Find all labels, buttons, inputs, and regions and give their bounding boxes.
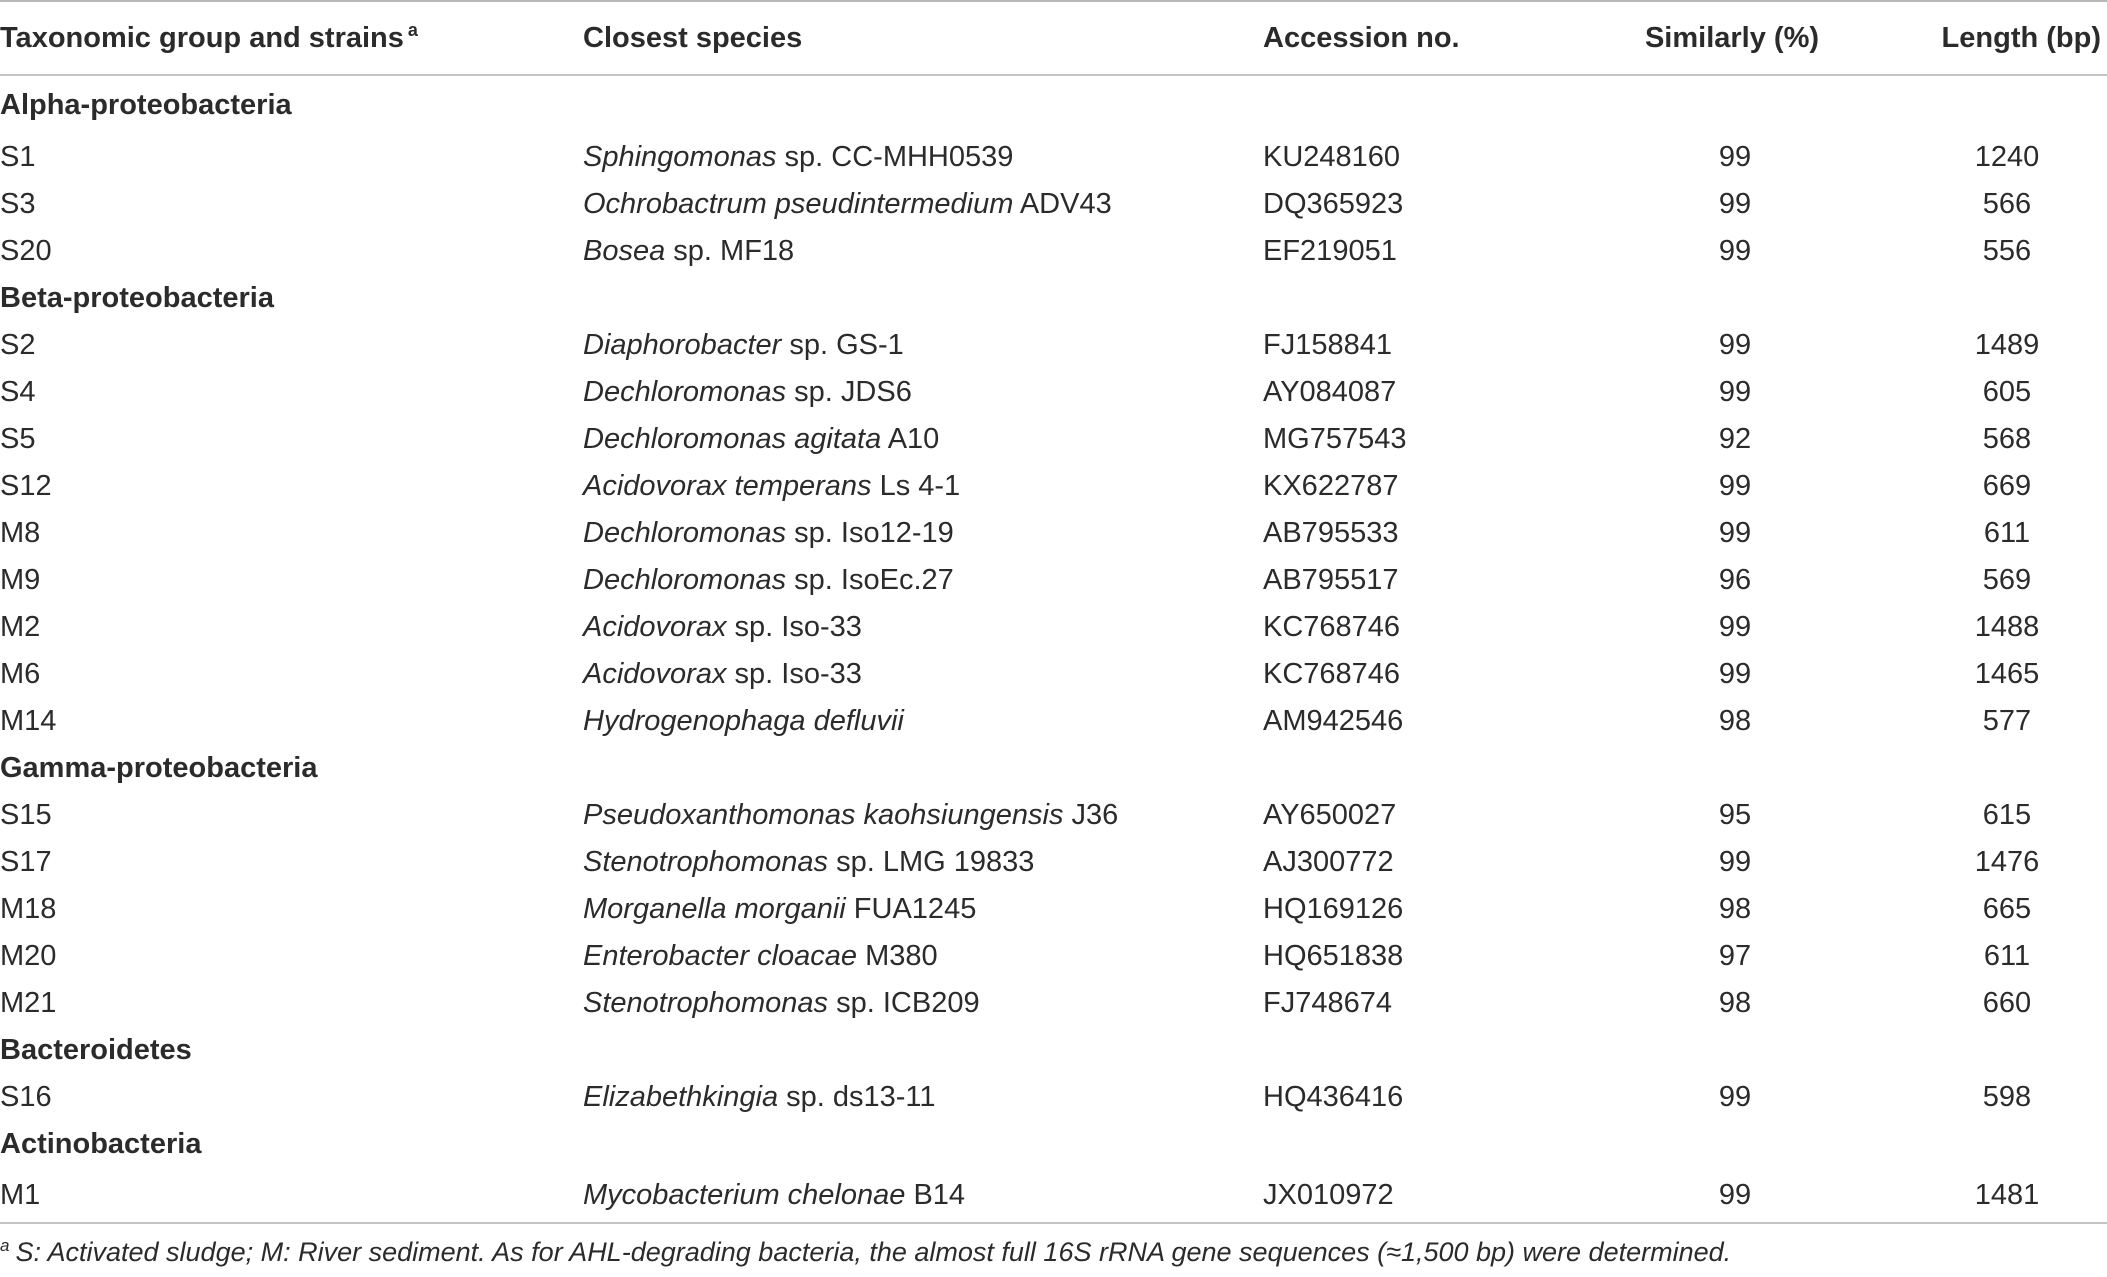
accession-cell: AB795533 xyxy=(1263,517,1399,549)
accession-cell: HQ169126 xyxy=(1263,893,1404,925)
footnote-text: S: Activated sludge; M: River sediment. As for AHL-degrading bacteria, the almost full 16S rRNA gene sequences (≈1,500 bp) were determined. xyxy=(15,1237,1732,1267)
accession-cell: KU248160 xyxy=(1263,141,1401,173)
similarity-cell: 98 xyxy=(1718,893,1752,925)
species-strain-suffix: J36 xyxy=(1063,799,1119,831)
similarity-cell: 99 xyxy=(1718,188,1752,220)
table-row xyxy=(0,886,2107,933)
length-cell: 569 xyxy=(1982,564,2032,596)
species-name-italic: Hydrogenophaga defluvii xyxy=(583,705,904,737)
species-cell xyxy=(583,557,1263,604)
table-row xyxy=(0,134,2107,181)
accession-cell: AY084087 xyxy=(1263,376,1397,408)
accession-cell: EF219051 xyxy=(1263,235,1397,267)
species-cell xyxy=(583,181,1263,228)
species-name-italic: Dechloromonas xyxy=(583,564,787,596)
table-footnote xyxy=(0,1237,1731,1268)
group-heading: Gamma-proteobacteria xyxy=(0,752,318,784)
table-row xyxy=(0,181,2107,228)
species-cell xyxy=(583,228,1263,275)
species-cell xyxy=(583,792,1263,839)
accession-cell: AY650027 xyxy=(1263,799,1397,831)
table-row xyxy=(0,698,2107,745)
table-row xyxy=(0,369,2107,416)
group-row xyxy=(0,75,2107,134)
species-cell xyxy=(583,1074,1263,1121)
table-row xyxy=(0,980,2107,1027)
accession-cell: KC768746 xyxy=(1263,611,1401,643)
accession-cell: HQ651838 xyxy=(1263,940,1404,972)
accession-cell: KX622787 xyxy=(1263,470,1399,502)
species-cell xyxy=(583,886,1263,933)
species-name-italic: Enterobacter cloacae xyxy=(583,940,858,972)
species-name-italic: Dechloromonas xyxy=(583,517,787,549)
similarity-cell: 99 xyxy=(1718,329,1752,361)
species-cell xyxy=(583,416,1263,463)
species-strain-suffix: sp. MF18 xyxy=(665,235,795,267)
table-row xyxy=(0,792,2107,839)
species-cell xyxy=(583,604,1263,651)
species-name-italic: Elizabethkingia xyxy=(583,1081,779,1113)
table-row xyxy=(0,463,2107,510)
species-strain-suffix: sp. Iso-33 xyxy=(726,611,862,643)
strain-cell: S20 xyxy=(0,235,52,267)
group-row xyxy=(0,1027,2107,1074)
table-row xyxy=(0,839,2107,886)
strain-cell: S17 xyxy=(0,846,52,878)
accession-cell: FJ748674 xyxy=(1263,987,1392,1019)
species-strain-suffix: sp. GS-1 xyxy=(781,329,904,361)
species-name-italic: Acidovorax temperans xyxy=(583,470,872,502)
similarity-cell: 99 xyxy=(1718,517,1752,549)
similarity-cell: 99 xyxy=(1718,376,1752,408)
species-name-italic: Dechloromonas agitata xyxy=(583,423,882,455)
similarity-cell: 95 xyxy=(1718,799,1752,831)
accession-cell: DQ365923 xyxy=(1263,188,1404,220)
group-row xyxy=(0,1121,2107,1168)
table-row xyxy=(0,557,2107,604)
length-cell: 1240 xyxy=(1974,141,2040,173)
strain-cell: M1 xyxy=(0,1168,583,1223)
table-row xyxy=(0,416,2107,463)
accession-cell: JX010972 xyxy=(1263,1168,1603,1223)
group-row xyxy=(0,745,2107,792)
strain-cell: M20 xyxy=(0,940,57,972)
length-cell: 598 xyxy=(1982,1081,2032,1113)
header-taxonomic-group-label: Taxonomic group and strains xyxy=(0,21,404,54)
accession-cell: KC768746 xyxy=(1263,658,1401,690)
strain-cell: M14 xyxy=(0,705,57,737)
similarity-cell: 99 xyxy=(1718,846,1752,878)
strain-cell: S4 xyxy=(0,376,36,408)
strain-cell: M18 xyxy=(0,893,57,925)
length-cell: 611 xyxy=(1983,517,2031,549)
similarity-cell: 98 xyxy=(1718,705,1752,737)
group-heading: Bacteroidetes xyxy=(0,1034,192,1066)
species-cell xyxy=(583,322,1263,369)
similarity-cell: 92 xyxy=(1718,423,1752,455)
similarity-cell: 99 xyxy=(1718,658,1752,690)
header-similarity: Similarly (%) xyxy=(1603,1,1847,75)
table-body xyxy=(0,75,2107,1223)
strain-cell: M6 xyxy=(0,658,41,690)
species-strain-suffix: sp. IsoEc.27 xyxy=(786,564,954,596)
length-cell: 556 xyxy=(1982,235,2032,267)
length-cell: 660 xyxy=(1982,987,2032,1019)
table-header xyxy=(0,1,2107,75)
group-row xyxy=(0,275,2107,322)
table-row xyxy=(0,604,2107,651)
strain-cell: S12 xyxy=(0,470,52,502)
accession-cell: MG757543 xyxy=(1263,423,1407,455)
length-cell: 1489 xyxy=(1974,329,2040,361)
species-strain-suffix: sp. ICB209 xyxy=(828,987,980,1019)
table-row xyxy=(0,1168,2107,1223)
group-heading: Beta-proteobacteria xyxy=(0,282,274,314)
header-length: Length (bp) xyxy=(1847,1,2107,75)
similarity-cell: 96 xyxy=(1718,564,1752,596)
strain-cell: M21 xyxy=(0,987,57,1019)
species-strain-suffix: sp. JDS6 xyxy=(786,376,912,408)
length-cell: 1488 xyxy=(1974,611,2040,643)
species-name-italic: Sphingomonas xyxy=(583,141,777,173)
strain-cell: M2 xyxy=(0,611,41,643)
species-strain-suffix: A10 xyxy=(881,423,940,455)
similarity-cell: 99 xyxy=(1718,611,1752,643)
species-cell xyxy=(583,933,1263,980)
species-strain-suffix: B14 xyxy=(905,1178,966,1211)
length-cell: 568 xyxy=(1982,423,2032,455)
group-heading: Alpha-proteobacteria xyxy=(0,88,292,121)
header-closest-species: Closest species xyxy=(583,1,1263,75)
species-cell xyxy=(583,839,1263,886)
length-cell: 611 xyxy=(1983,940,2031,972)
strain-cell: S3 xyxy=(0,188,36,220)
species-strain-suffix: sp. Iso12-19 xyxy=(786,517,954,549)
species-name-italic: Stenotrophomonas xyxy=(583,846,829,878)
table-row xyxy=(0,228,2107,275)
species-name-italic: Mycobacterium chelonae xyxy=(583,1178,906,1211)
species-strain-suffix: sp. Iso-33 xyxy=(726,658,862,690)
table-row xyxy=(0,651,2107,698)
length-cell: 577 xyxy=(1982,705,2032,737)
length-cell: 669 xyxy=(1982,470,2032,502)
similarity-cell: 97 xyxy=(1718,940,1752,972)
species-name-italic: Acidovorax xyxy=(583,658,727,690)
species-name-italic: Stenotrophomonas xyxy=(583,987,829,1019)
similarity-cell: 99 xyxy=(1718,1081,1752,1113)
length-cell: 1476 xyxy=(1974,846,2040,878)
table-row xyxy=(0,1074,2107,1121)
species-strain-suffix: M380 xyxy=(857,940,938,972)
species-name-italic: Bosea xyxy=(583,235,666,267)
footnote-mark: a xyxy=(0,1236,10,1255)
species-cell xyxy=(583,510,1263,557)
similarity-cell: 99 xyxy=(1718,141,1752,173)
length-cell: 1481 xyxy=(1847,1168,2107,1223)
species-name-italic: Dechloromonas xyxy=(583,376,787,408)
group-heading: Actinobacteria xyxy=(0,1128,202,1160)
species-strain-suffix: sp. CC-MHH0539 xyxy=(776,141,1014,173)
species-cell xyxy=(583,134,1263,181)
species-strain-suffix: ADV43 xyxy=(1013,188,1112,220)
accession-cell: FJ158841 xyxy=(1263,329,1392,361)
species-name-italic: Acidovorax xyxy=(583,611,727,643)
species-name-italic: Pseudoxanthomonas kaohsiungensis xyxy=(583,799,1064,831)
strain-cell: S1 xyxy=(0,141,36,173)
species-cell xyxy=(583,651,1263,698)
species-cell xyxy=(583,698,1263,745)
strain-cell: S15 xyxy=(0,799,52,831)
table-row xyxy=(0,322,2107,369)
similarity-cell: 99 xyxy=(1718,470,1752,502)
table-row xyxy=(0,933,2107,980)
accession-cell: AB795517 xyxy=(1263,564,1399,596)
species-name-italic: Diaphorobacter xyxy=(583,329,782,361)
species-cell xyxy=(583,369,1263,416)
table-row xyxy=(0,510,2107,557)
species-strain-suffix: FUA1245 xyxy=(845,893,977,925)
accession-cell: AM942546 xyxy=(1263,705,1404,737)
species-name-italic: Morganella morganii xyxy=(583,893,846,925)
strain-cell: M9 xyxy=(0,564,41,596)
species-strain-suffix: sp. ds13-11 xyxy=(778,1081,936,1113)
species-cell xyxy=(583,980,1263,1027)
header-row xyxy=(0,1,2107,75)
similarity-cell: 99 xyxy=(1718,235,1752,267)
similarity-cell: 98 xyxy=(1718,987,1752,1019)
accession-cell: AJ300772 xyxy=(1263,846,1394,878)
strain-cell: S2 xyxy=(0,329,36,361)
strain-cell: S5 xyxy=(0,423,36,455)
length-cell: 1465 xyxy=(1974,658,2040,690)
strain-cell: M8 xyxy=(0,517,41,549)
species-cell xyxy=(583,463,1263,510)
length-cell: 665 xyxy=(1982,893,2032,925)
accession-cell: HQ436416 xyxy=(1263,1081,1404,1113)
header-accession: Accession no. xyxy=(1263,1,1603,75)
strain-cell: S16 xyxy=(0,1081,52,1113)
species-strain-suffix: sp. LMG 19833 xyxy=(828,846,1035,878)
length-cell: 615 xyxy=(1982,799,2032,831)
similarity-cell: 99 xyxy=(1603,1168,1847,1223)
header-taxonomic-group xyxy=(0,1,583,75)
species-name-italic: Ochrobactrum pseudintermedium xyxy=(583,188,1014,220)
length-cell: 605 xyxy=(1982,376,2032,408)
species-cell xyxy=(583,1168,1263,1223)
header-footnote-mark: a xyxy=(407,19,418,40)
species-strain-suffix: Ls 4-1 xyxy=(871,470,961,502)
length-cell: 566 xyxy=(1982,188,2032,220)
